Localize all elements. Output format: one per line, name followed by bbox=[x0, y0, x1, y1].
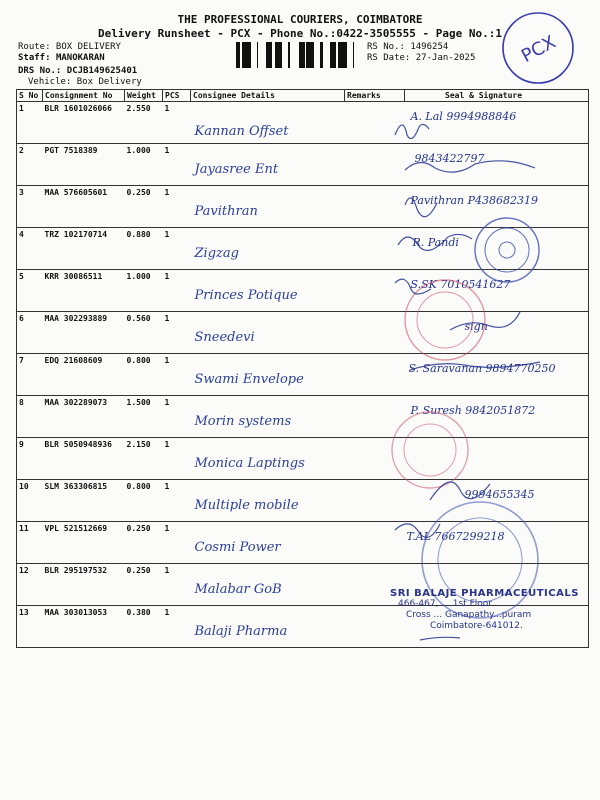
row-remarks bbox=[345, 480, 405, 522]
row-weight: 0.250 bbox=[125, 564, 163, 606]
row-remarks bbox=[345, 438, 405, 480]
barcode-bar bbox=[335, 42, 336, 68]
row-sno: 5 bbox=[17, 270, 43, 312]
row-remarks bbox=[345, 228, 405, 270]
row-sno: 4 bbox=[17, 228, 43, 270]
row-consignment-no: VPL 521512669 bbox=[43, 522, 125, 564]
row-weight: 0.560 bbox=[125, 312, 163, 354]
barcode-bar bbox=[270, 42, 272, 68]
row-weight: 0.880 bbox=[125, 228, 163, 270]
row-weight: 1.000 bbox=[125, 270, 163, 312]
row-consignee: Princes Potique bbox=[194, 288, 298, 303]
col-remarks: Remarks bbox=[345, 90, 405, 102]
row-weight: 0.380 bbox=[125, 606, 163, 648]
row-pcs: 1 bbox=[163, 186, 191, 228]
table-row bbox=[17, 228, 589, 270]
barcode-bar bbox=[302, 42, 305, 68]
pharmacy-stamp bbox=[390, 588, 590, 632]
row-consignee: Kannan Offset bbox=[194, 124, 289, 139]
row-weight: 2.550 bbox=[125, 102, 163, 144]
col-sno: S No bbox=[17, 90, 43, 102]
row-remarks bbox=[345, 270, 405, 312]
barcode-bar bbox=[281, 42, 282, 68]
vehicle-field: Vehicle: Box Delivery bbox=[28, 77, 142, 87]
row-signature: R. Pandi bbox=[412, 236, 459, 249]
staff-field bbox=[18, 53, 105, 63]
row-sno: 13 bbox=[17, 606, 43, 648]
table-row bbox=[17, 354, 589, 396]
row-weight: 0.800 bbox=[125, 354, 163, 396]
barcode-bar bbox=[299, 42, 300, 68]
row-consignee: Monica Laptings bbox=[194, 456, 305, 471]
col-consignment: Consignment No bbox=[43, 90, 125, 102]
row-pcs: 1 bbox=[163, 312, 191, 354]
row-remarks bbox=[345, 144, 405, 186]
row-signature: sign bbox=[464, 320, 488, 333]
row-sno: 2 bbox=[17, 144, 43, 186]
row-pcs: 1 bbox=[163, 228, 191, 270]
route-field: Route: BOX DELIVERY bbox=[18, 42, 121, 52]
row-consignee: Jayasree Ent bbox=[194, 162, 279, 177]
row-signature-cell bbox=[405, 144, 589, 186]
row-weight: 0.250 bbox=[125, 522, 163, 564]
barcode-bar bbox=[236, 42, 239, 68]
row-consignee: Balaji Pharma bbox=[194, 624, 288, 639]
row-signature-cell bbox=[405, 102, 589, 144]
row-consignee: Swami Envelope bbox=[194, 372, 304, 387]
row-signature: S.SK 7010541627 bbox=[410, 278, 511, 291]
row-weight: 0.800 bbox=[125, 480, 163, 522]
barcode-bar bbox=[300, 42, 302, 68]
row-weight: 1.500 bbox=[125, 396, 163, 438]
barcode-bar bbox=[248, 42, 251, 68]
barcode-bar bbox=[332, 42, 335, 68]
row-consignment-no: BLR 295197532 bbox=[43, 564, 125, 606]
row-pcs: 1 bbox=[163, 480, 191, 522]
row-consignee-cell bbox=[191, 354, 345, 396]
row-remarks bbox=[345, 312, 405, 354]
row-remarks bbox=[345, 186, 405, 228]
row-consignment-no: MAA 302289073 bbox=[43, 396, 125, 438]
row-signature: Pavithran P438682319 bbox=[410, 194, 538, 207]
row-weight: 1.000 bbox=[125, 144, 163, 186]
row-consignee-cell bbox=[191, 186, 345, 228]
row-signature-cell bbox=[405, 228, 589, 270]
row-signature-cell bbox=[405, 396, 589, 438]
drs-value: DCJB149625401 bbox=[66, 66, 138, 76]
drs-field bbox=[18, 66, 137, 76]
row-remarks bbox=[345, 102, 405, 144]
row-pcs: 1 bbox=[163, 144, 191, 186]
row-signature-cell bbox=[405, 354, 589, 396]
row-consignment-no: BLR 5050948936 bbox=[43, 438, 125, 480]
runsheet-subtitle: Delivery Runsheet - PCX - Phone No.:0422-3505555 - Page No.:1 bbox=[98, 27, 502, 40]
col-weight: Weight bbox=[125, 90, 163, 102]
table-row bbox=[17, 312, 589, 354]
row-consignment-no: TRZ 102170714 bbox=[43, 228, 125, 270]
barcode-bar bbox=[246, 42, 248, 68]
row-pcs: 1 bbox=[163, 438, 191, 480]
table-row bbox=[17, 144, 589, 186]
row-weight: 0.250 bbox=[125, 186, 163, 228]
barcode-bar bbox=[278, 42, 281, 68]
row-consignment-no: KRR 30086511 bbox=[43, 270, 125, 312]
row-sno: 11 bbox=[17, 522, 43, 564]
row-pcs: 1 bbox=[163, 102, 191, 144]
row-signature-cell bbox=[405, 438, 589, 480]
runsheet-table bbox=[16, 89, 589, 648]
pharmacy-stamp-line2: 466-467, ... 1st Floor bbox=[398, 599, 492, 609]
barcode-bar bbox=[353, 42, 354, 68]
row-consignment-no: MAA 303013053 bbox=[43, 606, 125, 648]
row-weight: 2.150 bbox=[125, 438, 163, 480]
row-consignment-no: MAA 576605601 bbox=[43, 186, 125, 228]
row-signature-cell bbox=[405, 480, 589, 522]
col-consignee: Consignee Details bbox=[191, 90, 345, 102]
barcode-bar bbox=[338, 42, 341, 68]
row-consignee-cell bbox=[191, 228, 345, 270]
barcode-bar bbox=[269, 42, 270, 68]
rs-number: RS No.: 1496254 bbox=[367, 42, 449, 52]
barcode-bar bbox=[266, 42, 269, 68]
row-consignment-no: PGT 7518389 bbox=[43, 144, 125, 186]
barcode-bar bbox=[312, 42, 314, 68]
barcode-bar bbox=[242, 42, 245, 68]
row-consignee: Sneedevi bbox=[194, 330, 255, 345]
row-consignee-cell bbox=[191, 102, 345, 144]
pcx-stamp bbox=[500, 10, 576, 86]
row-signature-cell bbox=[405, 312, 589, 354]
row-consignment-no: BLR 1601026066 bbox=[43, 102, 125, 144]
table-row bbox=[17, 438, 589, 480]
row-consignment-no: SLM 363306815 bbox=[43, 480, 125, 522]
barcode-bar bbox=[320, 42, 323, 68]
barcode-bar bbox=[275, 42, 276, 68]
barcode-bar bbox=[288, 42, 290, 68]
row-signature-cell bbox=[405, 270, 589, 312]
row-sno: 7 bbox=[17, 354, 43, 396]
company-title: THE PROFESSIONAL COURIERS, COIMBATORE bbox=[177, 13, 423, 26]
row-consignee-cell bbox=[191, 312, 345, 354]
barcode-bar bbox=[306, 42, 308, 68]
row-remarks bbox=[345, 522, 405, 564]
row-sno: 8 bbox=[17, 396, 43, 438]
row-pcs: 1 bbox=[163, 606, 191, 648]
table-row bbox=[17, 522, 589, 564]
row-signature: S. Saravanan 9894770250 bbox=[408, 362, 556, 375]
staff-label: Staff: bbox=[18, 53, 51, 63]
row-sno: 3 bbox=[17, 186, 43, 228]
pharmacy-stamp-line3: Cross ... Ganapathy...puram bbox=[406, 610, 532, 620]
row-signature: P. Suresh 9842051872 bbox=[410, 404, 536, 417]
barcode bbox=[236, 42, 360, 68]
row-signature: T.AL 7667299218 bbox=[406, 530, 505, 543]
col-pcs: PCS bbox=[163, 90, 191, 102]
barcode-bar bbox=[245, 42, 246, 68]
barcode-bar bbox=[308, 42, 311, 68]
row-consignee: Multiple mobile bbox=[194, 498, 299, 513]
drs-label: DRS No.: bbox=[18, 66, 62, 76]
row-pcs: 1 bbox=[163, 522, 191, 564]
row-signature: 9843422797 bbox=[414, 152, 485, 165]
barcode-bar bbox=[342, 42, 344, 68]
row-consignee-cell bbox=[191, 270, 345, 312]
row-pcs: 1 bbox=[163, 396, 191, 438]
staff-value: MANOKARAN bbox=[55, 53, 105, 63]
row-sno: 9 bbox=[17, 438, 43, 480]
table-row bbox=[17, 480, 589, 522]
row-pcs: 1 bbox=[163, 354, 191, 396]
row-signature: A. Lal 9994988846 bbox=[410, 110, 517, 123]
col-signature: Seal & Signature bbox=[405, 90, 589, 102]
rs-date: RS Date: 27-Jan-2025 bbox=[367, 53, 476, 63]
pcx-stamp-text: PCX bbox=[517, 31, 560, 67]
barcode-bar bbox=[239, 42, 240, 68]
row-consignee-cell bbox=[191, 480, 345, 522]
row-sno: 12 bbox=[17, 564, 43, 606]
row-consignee-cell bbox=[191, 606, 345, 648]
pharmacy-stamp-line4: Coimbatore-641012. bbox=[430, 621, 523, 631]
row-consignee-cell bbox=[191, 144, 345, 186]
row-consignee: Morin systems bbox=[194, 414, 292, 429]
row-signature-cell bbox=[405, 186, 589, 228]
table-row bbox=[17, 186, 589, 228]
table-row bbox=[17, 396, 589, 438]
row-consignee-cell bbox=[191, 564, 345, 606]
row-remarks bbox=[345, 354, 405, 396]
table-row bbox=[17, 270, 589, 312]
barcode-bar bbox=[330, 42, 332, 68]
row-signature-cell bbox=[405, 522, 589, 564]
row-consignee-cell bbox=[191, 522, 345, 564]
barcode-bar bbox=[276, 42, 278, 68]
row-pcs: 1 bbox=[163, 270, 191, 312]
row-consignee-cell bbox=[191, 438, 345, 480]
barcode-bar bbox=[341, 42, 342, 68]
row-sno: 1 bbox=[17, 102, 43, 144]
row-sno: 10 bbox=[17, 480, 43, 522]
table-header-row bbox=[17, 90, 589, 102]
row-consignee: Malabar GoB bbox=[194, 582, 282, 597]
row-pcs: 1 bbox=[163, 564, 191, 606]
barcode-bar bbox=[344, 42, 347, 68]
row-consignee: Cosmi Power bbox=[194, 540, 281, 555]
table-row bbox=[17, 102, 589, 144]
pharmacy-stamp-name: SRI BALAJE PHARMACEUTICALS bbox=[390, 588, 579, 599]
row-consignee: Pavithran bbox=[194, 204, 258, 219]
row-signature: 9994655345 bbox=[464, 488, 535, 501]
row-consignment-no: MAA 302293889 bbox=[43, 312, 125, 354]
row-remarks bbox=[345, 396, 405, 438]
row-consignment-no: EDQ 21608609 bbox=[43, 354, 125, 396]
row-sno: 6 bbox=[17, 312, 43, 354]
row-consignee: Zigzag bbox=[194, 246, 239, 261]
row-consignee-cell bbox=[191, 396, 345, 438]
barcode-bar bbox=[311, 42, 312, 68]
barcode-bar bbox=[257, 42, 258, 68]
